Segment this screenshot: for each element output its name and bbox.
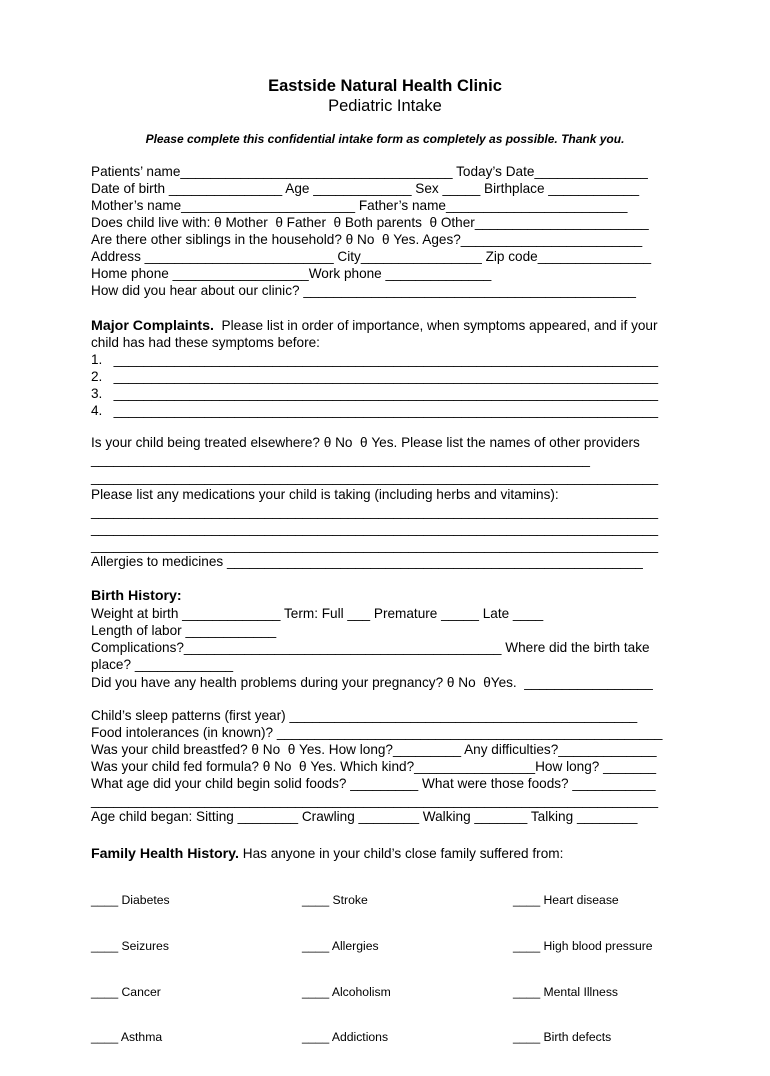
form-instructions: Please complete this confidential intake form as completely as possible. Thank you. (145, 132, 625, 146)
family-history-column-1 (91, 863, 170, 1076)
complaint-line-1[interactable]: 1. ________________________________________________________________________ (91, 352, 659, 367)
family-history-heading: Family Health History. (91, 846, 239, 862)
treated-elsewhere-line[interactable]: Is your child being treated elsewhere? θ No θ Yes. Please list the names of other providers (91, 435, 640, 450)
family-history-text: Has anyone in your child’s close family suffered from: (242, 846, 564, 861)
family-condition-birth-defects[interactable]: ____ Birth defects (513, 1030, 612, 1045)
family-condition-diabetes[interactable]: ____ Diabetes (91, 893, 170, 908)
family-history-column-3 (513, 863, 653, 1076)
pregnancy-problems-line[interactable]: Did you have any health problems during your pregnancy? θ No θYes. _________________ (91, 675, 653, 690)
family-condition-stroke[interactable]: ____ Stroke (302, 893, 368, 908)
food-intolerances-line[interactable]: Food intolerances (in known)? ___________________________________________________ (91, 725, 663, 740)
complaint-line-3[interactable]: 3. ________________________________________________________________________ (91, 386, 659, 401)
child-lives-with-line[interactable]: Does child live with: θ Mother θ Father θ Both parents θ Other_______________________ (91, 215, 649, 230)
medications-line-2[interactable]: ___________________________________________________________________________ (91, 521, 659, 536)
parents-name-line[interactable]: Mother’s name_______________________ Father’s name________________________ (91, 198, 628, 213)
family-condition-alcoholism[interactable]: ____ Alcoholism (302, 984, 391, 999)
referral-source-line[interactable]: How did you hear about our clinic? ____________________________________________ (91, 283, 636, 298)
date-of-birth-line[interactable]: Date of birth _______________ Age _____________ Sex _____ Birthplace ____________ (91, 181, 640, 196)
birth-weight-line[interactable]: Weight at birth _____________ Term: Full ___ Premature _____ Late ____ (91, 606, 544, 621)
family-condition-allergies[interactable]: ____ Allergies (302, 939, 379, 953)
complaint-line-4[interactable]: 4. ________________________________________________________________________ (91, 403, 659, 418)
form-subtitle: Pediatric Intake (328, 97, 442, 115)
family-history-column-2 (302, 863, 391, 1076)
other-providers-line-2[interactable]: ___________________________________________________________________________ (91, 470, 659, 485)
family-condition-high-blood-pressure[interactable]: ____ High blood pressure (513, 939, 653, 953)
address-line[interactable]: Address _________________________ City________________ Zip code_______________ (91, 249, 652, 264)
family-history-intro (91, 845, 691, 862)
phone-line[interactable]: Home phone __________________Work phone ______________ (91, 266, 492, 281)
complications-line[interactable]: Complications?__________________________________________ Where did the birth take (91, 640, 650, 655)
solid-foods-extra-line[interactable]: ___________________________________________________________________________ (91, 793, 659, 808)
sleep-patterns-line[interactable]: Child’s sleep patterns (first year) ______________________________________________ (91, 708, 638, 723)
formula-line[interactable]: Was your child fed formula? θ No θ Yes. Which kind?________________How long? _______ (91, 759, 657, 774)
allergies-medicines-line[interactable]: Allergies to medicines _______________________________________________________ (91, 554, 643, 569)
labor-length-line[interactable]: Length of labor ____________ (91, 623, 277, 638)
solid-foods-line[interactable]: What age did your child begin solid foods? _________ What were those foods? ___________ (91, 776, 656, 791)
family-condition-asthma[interactable]: ____ Asthma (91, 1030, 163, 1045)
major-complaints-text: Please list in order of importance, when symptoms appeared, and if your (221, 318, 658, 333)
milestones-line[interactable]: Age child began: Sitting ________ Crawling ________ Walking _______ Talking ________ (91, 809, 638, 824)
major-complaints-intro (91, 317, 691, 334)
patient-name-line[interactable]: Patients’ name____________________________________ Today’s Date_______________ (91, 164, 648, 179)
family-condition-addictions[interactable]: ____ Addictions (302, 1030, 389, 1045)
clinic-title: Eastside Natural Health Clinic (268, 77, 502, 95)
family-condition-mental-illness[interactable]: ____ Mental Illness (513, 984, 619, 999)
medications-label: Please list any medications your child is taking (including herbs and vitamins): (91, 487, 559, 502)
siblings-line[interactable]: Are there other siblings in the household? θ No θ Yes. Ages?________________________ (91, 232, 643, 247)
birth-history-heading: Birth History: (91, 588, 182, 604)
family-condition-seizures[interactable]: ____ Seizures (91, 939, 169, 953)
major-complaints-heading: Major Complaints. (91, 318, 214, 334)
complaint-line-2[interactable]: 2. ________________________________________________________________________ (91, 369, 659, 384)
family-condition-cancer[interactable]: ____ Cancer (91, 984, 161, 999)
medications-line-1[interactable]: ___________________________________________________________________________ (91, 504, 659, 519)
family-condition-heart-disease[interactable]: ____ Heart disease (513, 893, 619, 908)
breastfed-line[interactable]: Was your child breastfed? θ No θ Yes. How long?_________ Any difficulties?_____________ (91, 742, 657, 757)
major-complaints-text-2: child has had these symptoms before: (91, 335, 320, 350)
birth-place-line[interactable]: place? _____________ (91, 657, 234, 672)
medications-line-3[interactable]: ___________________________________________________________________________ (91, 538, 659, 553)
other-providers-line-1[interactable]: __________________________________________________________________ (91, 452, 590, 467)
